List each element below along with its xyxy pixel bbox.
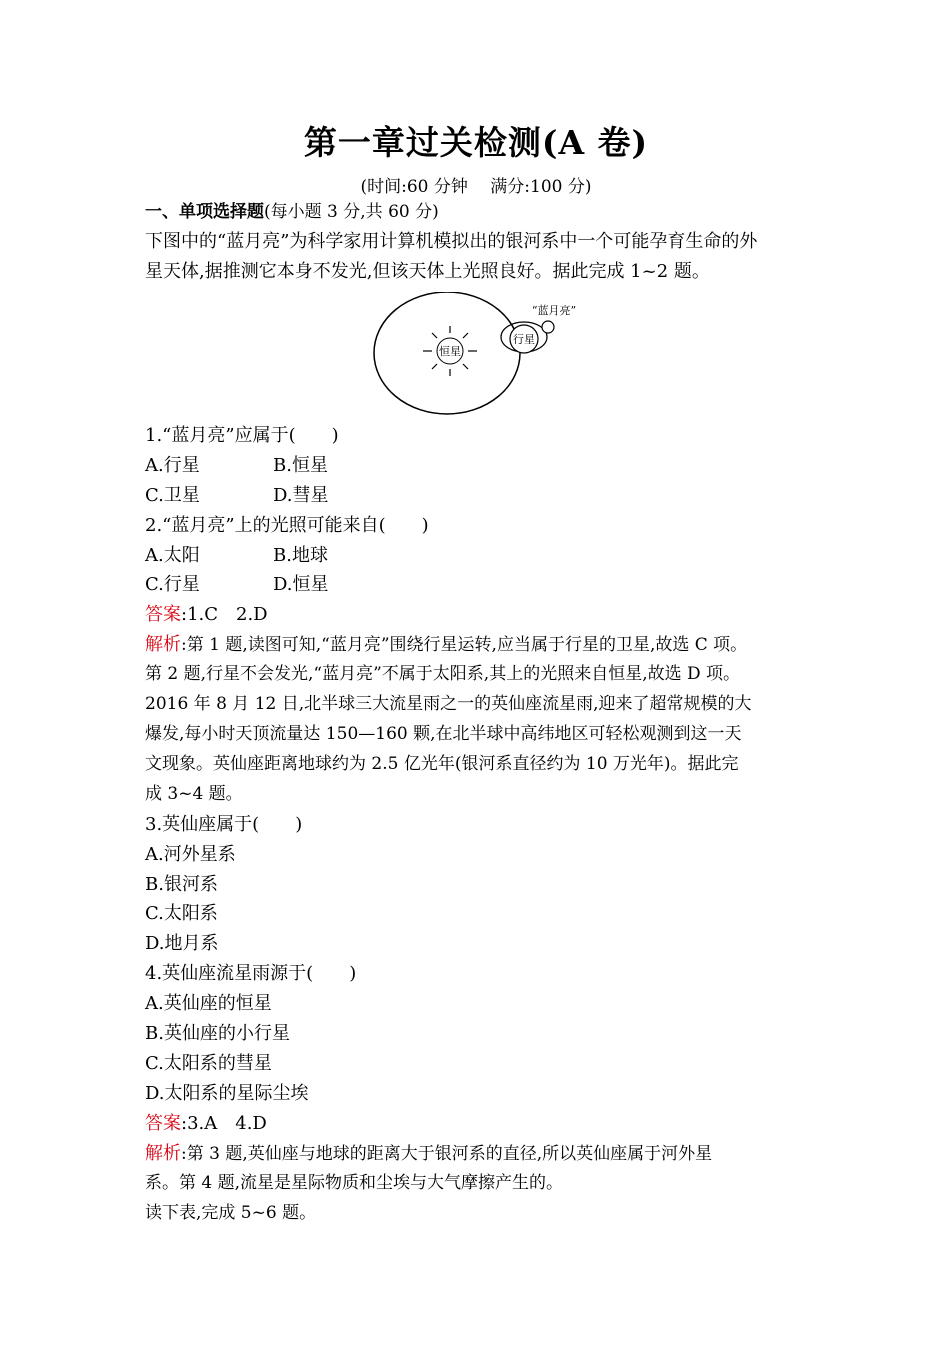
answer-label: 答案 [145, 604, 181, 625]
intro3-line: 读下表,完成 5~6 题。 [145, 1203, 317, 1223]
section-heading-note: (每小题 3 分,共 60 分) [264, 202, 439, 222]
star-label: 恒星 [439, 345, 461, 358]
moon-label: “蓝月亮” [531, 304, 577, 317]
q4-option-b: B.英仙座的小行星 [145, 1023, 290, 1044]
section-heading [145, 204, 439, 221]
q3-option-b: B.银河系 [145, 874, 218, 895]
q1-option-c: C.卫星 [145, 485, 200, 506]
analysis-label: 解析 [145, 634, 181, 655]
q3-option-a: A.河外星系 [145, 844, 236, 865]
q3-stem: 3.英仙座属于( ) [145, 814, 303, 835]
analysis2-line-1 [145, 1145, 712, 1163]
answer-block-2 [145, 1115, 267, 1133]
page-subtitle: (时间:60 分钟 满分:100 分) [360, 177, 592, 197]
intro2-line-1: 2016 年 8 月 12 日,北半球三大流星雨之一的英仙座流星雨,迎来了超常规模的大 [145, 694, 752, 714]
q2-stem: 2.“蓝月亮”上的光照可能来自( ) [145, 515, 429, 536]
intro1-line-2: 星天体,据推测它本身不发光,但该天体上光照良好。据此完成 1~2 题。 [145, 261, 710, 282]
moon-icon [542, 321, 554, 333]
section-heading-title: 一、单项选择题 [145, 202, 264, 222]
q4-option-a: A.英仙座的恒星 [145, 993, 272, 1014]
intro2-line-3: 文现象。英仙座距离地球约为 2.5 亿光年(银河系直径约为 10 万光年)。据此完 [145, 754, 739, 774]
q1-option-a: A.行星 [145, 455, 200, 476]
q3-option-d: D.地月系 [145, 933, 219, 954]
q4-option-d: D.太阳系的星际尘埃 [145, 1083, 309, 1104]
answer-text: :3.A 4.D [181, 1113, 267, 1134]
q2-option-c: C.行星 [145, 574, 200, 595]
analysis1-line-1 [145, 636, 747, 654]
page-title: 第一章过关检测(A 卷) [303, 123, 649, 162]
analysis-label: 解析 [145, 1143, 181, 1164]
q1-stem: 1.“蓝月亮”应属于( ) [145, 425, 339, 446]
analysis-text: :第 3 题,英仙座与地球的距离大于银河系的直径,所以英仙座属于河外星 [181, 1144, 713, 1164]
analysis2-line-2: 系。第 4 题,流星是星际物质和尘埃与大气摩擦产生的。 [145, 1173, 564, 1193]
q3-option-c: C.太阳系 [145, 903, 218, 924]
q2-option-d: D.恒星 [273, 574, 329, 595]
answer-label: 答案 [145, 1113, 181, 1134]
q1-option-d: D.彗星 [273, 485, 329, 506]
analysis1-line-2: 第 2 题,行星不会发光,“蓝月亮”不属于太阳系,其上的光照来自恒星,故选 D 项。 [145, 664, 741, 684]
q1-option-b: B.恒星 [273, 455, 328, 476]
answer-block-1 [145, 606, 268, 624]
intro2-line-2: 爆发,每小时天顶流量达 150—160 颗,在北半球中高纬地区可轻松观测到这一天 [145, 724, 742, 744]
orbit-diagram [365, 292, 595, 420]
intro1-line-1: 下图中的“蓝月亮”为科学家用计算机模拟出的银河系中一个可能孕育生命的外 [145, 231, 758, 252]
q2-option-b: B.地球 [273, 545, 328, 566]
planet-label: 行星 [513, 333, 535, 346]
analysis-text: :第 1 题,读图可知,“蓝月亮”围绕行星运转,应当属于行星的卫星,故选 C 项。 [181, 635, 748, 655]
q2-option-a: A.太阳 [145, 545, 200, 566]
answer-text: :1.C 2.D [181, 604, 268, 625]
q4-option-c: C.太阳系的彗星 [145, 1053, 272, 1074]
intro2-line-4: 成 3~4 题。 [145, 784, 243, 804]
q4-stem: 4.英仙座流星雨源于( ) [145, 963, 357, 984]
